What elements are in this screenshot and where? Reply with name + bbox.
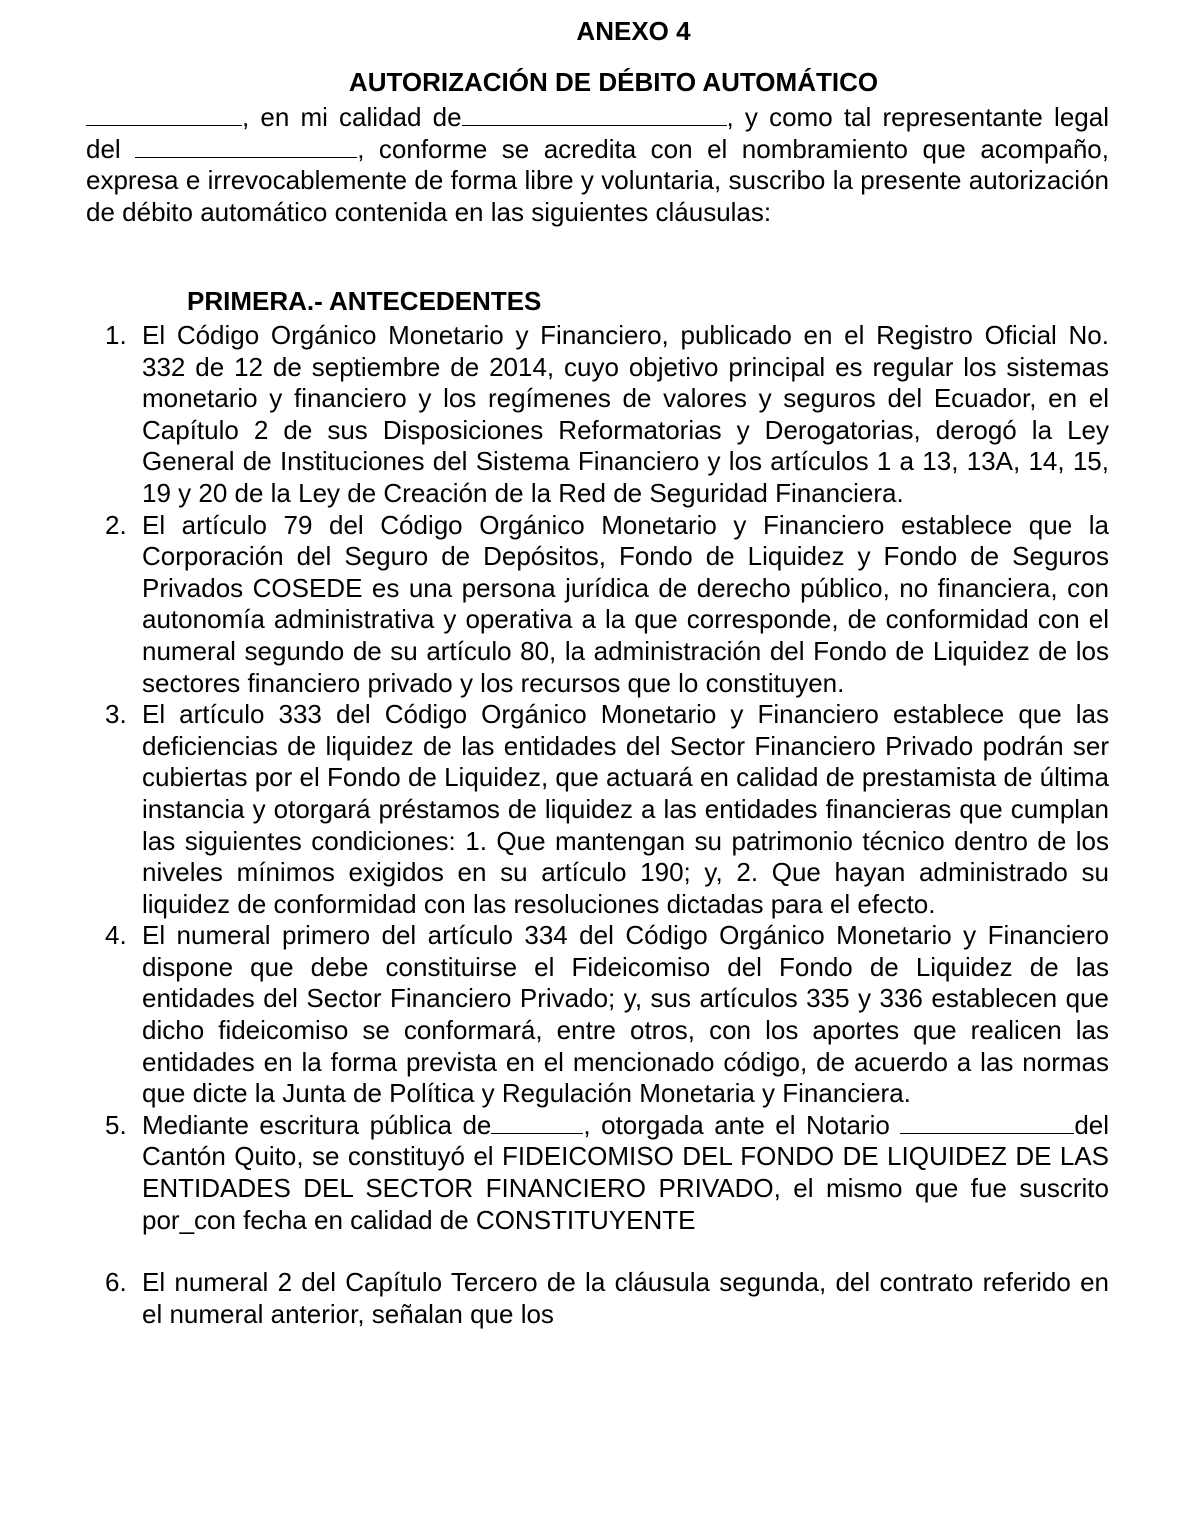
item-text	[142, 1110, 1109, 1236]
item-text-a: Mediante escritura pública de	[142, 1109, 492, 1140]
item-text: El numeral primero del artículo 334 del Código Orgánico Monetario y Financiero dispone que debe constituirse el Fideicomiso del Fondo de Liquidez de las entidades del Sector Financiero Privado; y, sus artículos 335 y 336 establecen que dicho fideicomiso se conformará, entre otros, con los aportes que realicen las entidades en la forma prevista en el mencionado código, de acuerdo a las normas que dicte la Junta de Política y Regulación Monetaria y Financiera.	[142, 920, 1109, 1109]
spacer	[0, 1236, 1187, 1267]
list-item	[0, 510, 1187, 700]
list-item	[0, 1267, 1187, 1330]
list-item	[0, 320, 1187, 510]
list-item	[0, 699, 1187, 920]
antecedents-list	[0, 320, 1187, 1330]
notary-blank	[900, 1111, 1074, 1134]
section-title: PRIMERA.- ANTECEDENTES	[187, 286, 542, 316]
list-item	[0, 920, 1187, 1110]
intro-text-3: , conforme se acredita con el nombramiento que acompaño, expresa e irrevocablemente de forma libre y voluntaria, suscribo la presente autorización de débito automático contenida en las siguientes cláusulas:	[86, 133, 1109, 227]
item-text-b: , otorgada ante el Notario	[583, 1109, 901, 1140]
item-text: El Código Orgánico Monetario y Financiero, publicado en el Registro Oficial No. 332 de 12 de septiembre de 2014, cuyo objetivo principal es regular los sistemas monetario y financiero y los regímenes de valores y seguros del Ecuador, en el Capítulo 2 de sus Disposiciones Reformatorias y Derogatorias, derogó la Ley General de Instituciones del Sistema Financiero y los artículos 1 a 13, 13A, 14, 15, 19 y 20 de la Ley de Creación de la Red de Seguridad Financiera.	[142, 320, 1109, 508]
item-number: 4.	[105, 920, 127, 951]
name-blank	[86, 103, 242, 126]
item-number: 2.	[105, 509, 127, 540]
item-text-c: del Cantón Quito, se constituyó el FIDEICOMISO DEL FONDO DE LIQUIDEZ DE LAS ENTIDADES DEL SECTOR FINANCIERO PRIVADO, el mismo que fue suscrito por_con fecha en calidad de CONSTITUYENTE	[142, 1109, 1110, 1235]
item-text: El artículo 79 del Código Orgánico Monetario y Financiero establece que la Corporación del Seguro de Depósitos, Fondo de Liquidez y Fondo de Seguros Privados COSEDE es una persona jurídica de derecho público, no financiera, con autonomía administrativa y operativa a la que corresponde, de conformidad con el numeral segundo de su artículo 80, la administración del Fondo de Liquidez de los sectores financiero privado y los recursos que lo constituyen.	[142, 509, 1109, 698]
annex-title: ANEXO 4	[576, 16, 691, 46]
intro-paragraph	[86, 102, 1109, 228]
item-number: 3.	[105, 699, 127, 730]
item-number: 1.	[105, 320, 127, 350]
item-text: El artículo 333 del Código Orgánico Monetario y Financiero establece que las deficiencias de liquidez de las entidades del Sector Financiero Privado podrán ser cubiertas por el Fondo de Liquidez, que actuará en calidad de prestamista de última instancia y otorgará préstamos de liquidez a las entidades financieras que cumplan las siguientes condiciones: 1. Que mantengan su patrimonio técnico dentro de los niveles mínimos exigidos en su artículo 190; y, 2. Que hayan administrado su liquidez de conformidad con las resoluciones dictadas para el efecto.	[142, 699, 1109, 919]
item-text: El numeral 2 del Capítulo Tercero de la cláusula segunda, del contrato referido en el numeral anterior, señalan que los	[142, 1267, 1109, 1329]
item-number: 6.	[105, 1267, 127, 1298]
list-item	[0, 1110, 1187, 1236]
intro-text-1: , en mi calidad de	[242, 102, 462, 132]
deed-date-blank	[491, 1111, 583, 1134]
main-title: AUTORIZACIÓN DE DÉBITO AUTOMÁTICO	[348, 67, 879, 97]
capacity-blank	[462, 103, 727, 126]
intro-text-2: , y como tal representante legal del	[86, 102, 1109, 164]
item-number: 5.	[105, 1109, 127, 1140]
entity-blank	[135, 135, 357, 158]
